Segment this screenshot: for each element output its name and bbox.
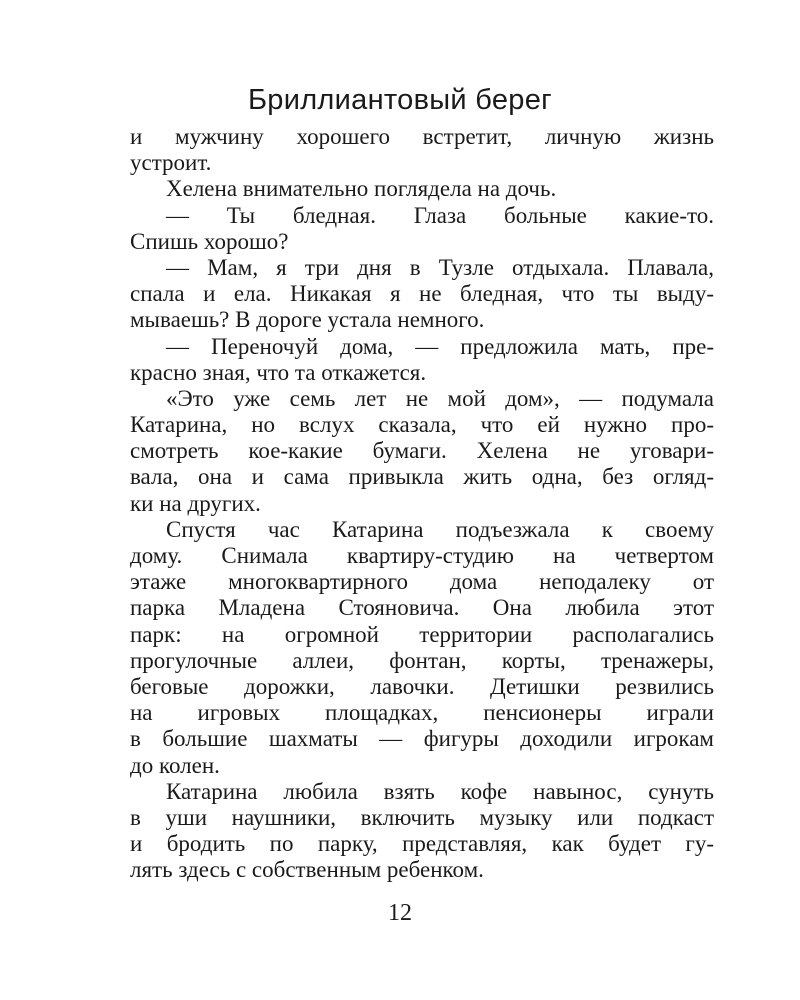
body-text: [130, 124, 714, 883]
text-line: — Мам, я три дня в Тузле отдыхала. Плавала,: [166, 254, 714, 280]
text-line: устроит.: [130, 150, 212, 176]
text-line: Спустя час Катарина подъезжала к своему: [166, 516, 714, 542]
text-line: и мужчину хорошего встретит, личную жизнь: [130, 124, 714, 149]
text-line: в уши наушники, включить музыку или подкаст: [130, 804, 714, 830]
text-line: беговые дорожки, лавочки. Детишки резвились: [130, 673, 714, 699]
text-line: до колен.: [130, 752, 220, 778]
text-line: Катарина любила взять кофе навынос, сунуть: [166, 778, 714, 804]
text-line: — Переночуй дома, — предложила мать, пре-: [166, 333, 714, 359]
text-line: парка Младена Стояновича. Она любила этот: [130, 595, 714, 621]
text-line: — Ты бледная. Глаза больные какие-то.: [166, 202, 714, 228]
paragraph-4: [130, 255, 714, 334]
page-number: 12: [388, 900, 412, 926]
paragraph-2: [130, 176, 714, 202]
text-line: мываешь? В дороге устала немного.: [130, 307, 485, 333]
text-line: Катарина, но вслух сказала, что ей нужно про-: [130, 412, 714, 438]
text-line: в большие шахматы — фигуры доходили игрокам: [130, 726, 714, 752]
text-line: этаже многоквартирного дома неподалеку от: [130, 569, 714, 595]
text-line: на игровых площадках, пенсионеры играли: [130, 700, 714, 726]
text-line: парк: на огромной территории располагались: [130, 621, 714, 647]
paragraph-5: [130, 334, 714, 386]
paragraph-1: [130, 124, 714, 176]
text-line: красно зная, что та откажется.: [130, 359, 427, 385]
text-line: и бродить по парку, представляя, как будет гу-: [130, 831, 714, 857]
text-line: ки на других.: [130, 490, 261, 516]
text-line: лять здесь с собственным ребенком.: [130, 857, 484, 883]
text-line: смотреть кое-какие бумаги. Хелена не уговари-: [130, 438, 714, 464]
paragraph-3: [130, 203, 714, 255]
text-line: Спишь хорошо?: [130, 228, 289, 254]
paragraph-8: [130, 779, 714, 884]
text-line: Хелена внимательно поглядела на дочь.: [166, 176, 557, 202]
running-title: Бриллиантовый берег: [247, 84, 553, 116]
text-line: «Это уже семь лет не мой дом», — подумала: [166, 385, 714, 411]
paragraph-7: [130, 517, 714, 779]
paragraph-6: [130, 386, 714, 517]
text-line: дому. Снимала квартиру-студию на четвертом: [130, 543, 714, 568]
text-line: спала и ела. Никакая я не бледная, что ты выду-: [130, 281, 714, 307]
text-line: прогулочные аллеи, фонтан, корты, тренажеры,: [130, 647, 714, 673]
text-line: вала, она и сама привыкла жить одна, без огляд-: [130, 464, 714, 490]
